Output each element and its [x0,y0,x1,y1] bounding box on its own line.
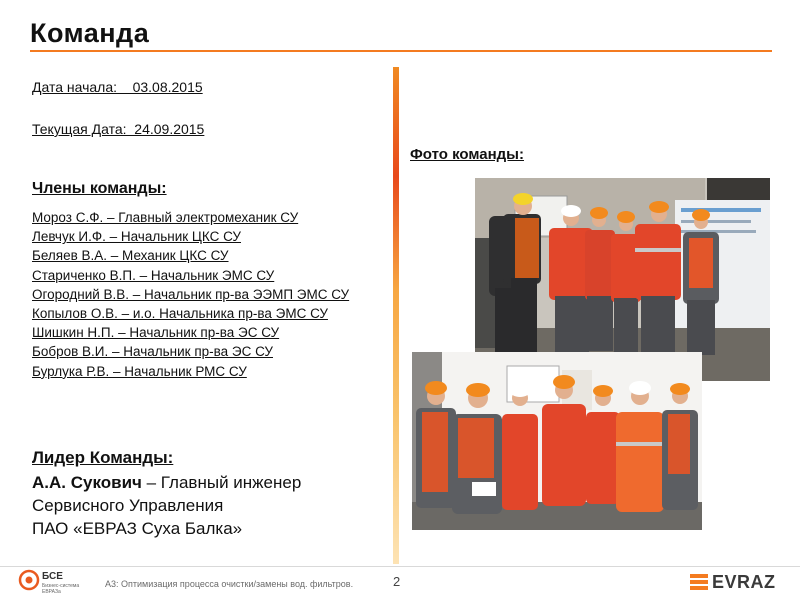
member-item: Шишкин Н.П. – Начальник пр-ва ЭС СУ [32,325,280,341]
evraz-wordmark: EVRAZ [712,571,776,592]
members-heading: Члены команды: [32,180,167,197]
leader-block [32,471,392,540]
leader-company: ПАО «ЕВРАЗ Суха Балка» [32,519,243,538]
current-date: Текущая Дата: 24.09.2015 [32,121,205,137]
evraz-mark-icon [690,574,708,590]
title-underline [30,50,772,52]
member-item: Бобров В.И. – Начальник пр-ва ЭС СУ [32,344,273,360]
evraz-logo [690,571,776,593]
team-photo-1 [475,178,770,381]
page-number: 2 [393,574,401,589]
member-item: Огородний В.В. – Начальник пр-ва ЭЭМП ЭМС СУ [32,286,350,302]
footer-rule [0,566,800,567]
bse-name: БСЕ [42,571,63,582]
member-item: Стариченко В.П. – Начальник ЭМС СУ [32,267,275,283]
member-item: Мороз С.Ф. – Главный электромеханик СУ [32,210,299,225]
member-item: Левчук И.Ф. – Начальник ЦКС СУ [32,229,241,245]
leader-name: А.А. Сукович [32,473,142,492]
bse-logo [18,568,118,596]
start-date: Дата начала: 03.08.2015 [32,79,203,95]
footer-caption: A3: Оптимизация процесса очистки/замены вод. фильтров. [105,579,354,589]
members-list [32,208,382,381]
photo-heading: Фото команды: [410,146,524,163]
slide-title: Команда [30,18,150,48]
leader-role: – Главный инженер [141,473,302,492]
bse-subtitle-1: Бизнес-система [42,583,80,589]
member-item: Бурлука Р.В. – Начальник РМС СУ [32,363,247,379]
member-item: Беляев В.А. – Механик ЦКС СУ [32,248,229,264]
team-photo-2 [412,352,702,530]
leader-department: Сервисного Управления [32,496,224,515]
leader-heading: Лидер Команды: [32,448,174,467]
vertical-divider [393,67,399,564]
bse-subtitle-2: ЕВРАЗа [42,589,61,595]
member-item: Копылов О.В. – и.о. Начальника пр-ва ЭМС СУ [32,306,328,322]
